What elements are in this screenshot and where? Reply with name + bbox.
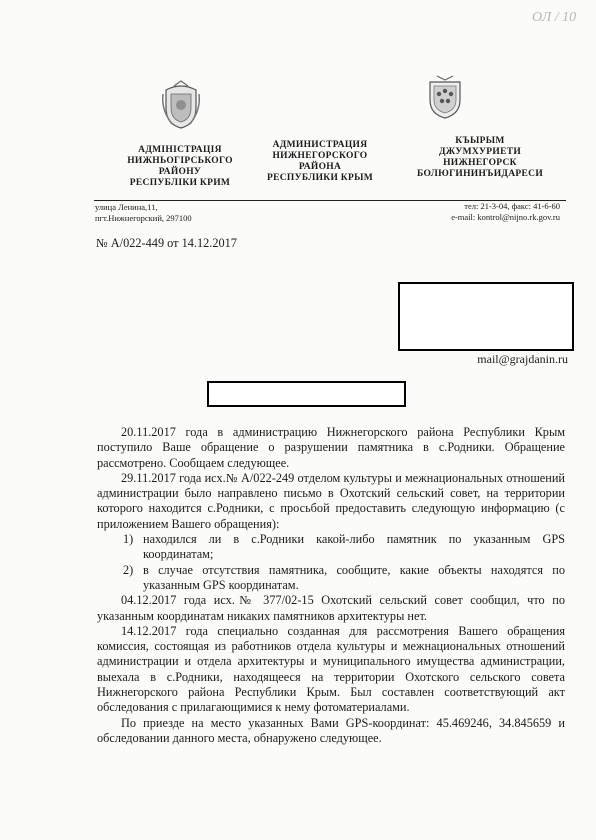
list-item: 1) находился ли в с.Родники какой-либо памятник по указанным GPS координатам; (123, 532, 565, 562)
crimea-coat-of-arms-icon (160, 80, 202, 130)
ukr-org-name: АДМІНІСТРАЦІЯ НИЖНЬОГІРСЬКОГО РАЙОНУ РЕСПУБЛІКИ КРИМ (127, 145, 233, 188)
district-coat-of-arms-icon (425, 74, 465, 120)
reference-number: № А/022-449 от 14.12.2017 (96, 236, 237, 250)
paragraph-3: 04.12.2017 года исх.№ 377/02-15 Охотский сельский совет сообщил, что по указанным координатам никаких памятников архитектуры нет. (97, 593, 565, 623)
paragraph-4: 14.12.2017 года специально созданная для рассмотрения Вашего обращения комиссия, состоящая из работников отдела культуры и межнациональных отношений администрации и отдела архитектуры и муниципального имущества администрации, выехала в с.Родники, находящееся на территории Охотского сельского совета Нижнегорского района Республики Крым. Был составлен соответствующий акт обследования с прилагающимися к нему фотоматериалами. (97, 623, 565, 715)
rus-org-name: АДМИНИСТРАЦИЯ НИЖНЕГОРСКОГО РАЙОНА РЕСПУБЛИКИ КРЫМ (266, 140, 373, 183)
letter-body (97, 425, 565, 746)
redacted-recipient-box (398, 282, 574, 351)
list-item: 2) в случае отсутствия памятника, сообщите, какие объекты находятся по указанным GPS координатам. (123, 562, 565, 592)
contacts: тел: 21-3-04, факс: 41-6-60 e-mail: kontrol@nijno.rk.gov.ru (451, 201, 560, 222)
crh-org-name: КЪЫРЫМ ДЖУМХУРИЕТИ НИЖНЕГОРСК БОЛЮГИНИНЪИДАРЕСИ (416, 136, 544, 179)
redacted-salutation-box (207, 381, 406, 407)
paragraph-5: По приезде на место указанных Вами GPS-координат: 45.469246, 34.845659 и обследовании данного места, обнаружено следующее. (97, 715, 565, 745)
paragraph-2: 29.11.2017 года исх.№ А/022-249 отделом культуры и межнациональных отношений администрации было направлено письмо в Охотский сельский совет, на территории которого находится с.Родники, с просьбой предоставить следующую информацию (с приложением Вашего обращения): (97, 470, 565, 531)
paragraph-1: 20.11.2017 года в администрацию Нижнегорского района Республики Крым поступило Ваше обращение о разрушении памятника в с.Родники. Обращение рассмотрено. Сообщаем следующее. (97, 425, 565, 470)
address: улица Ленина,11, пгт.Нижнегорский, 297100 (95, 202, 192, 223)
recipient-email: mail@grajdanin.ru (477, 352, 568, 366)
corner-note: ОЛ / 10 (532, 10, 577, 25)
